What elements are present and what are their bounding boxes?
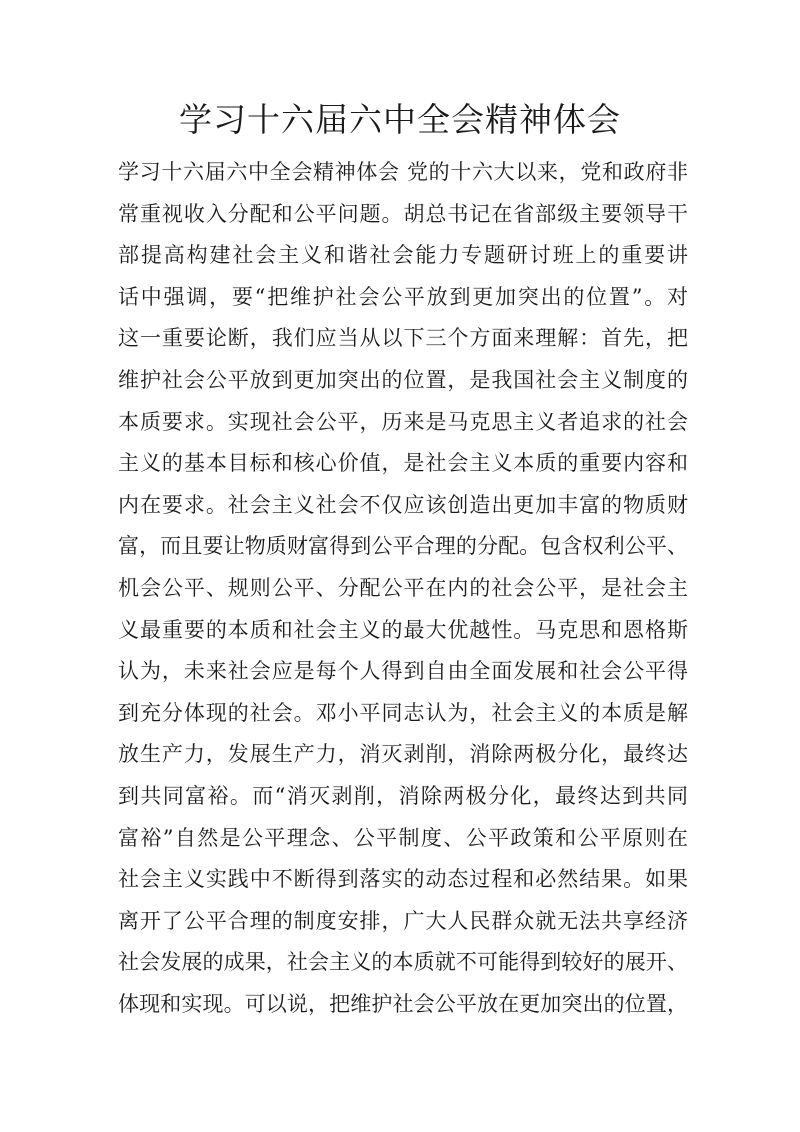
body-line: 义最重要的本质和社会主义的最大优越性。马克思和恩格斯 [118, 617, 688, 642]
body-line: 本质要求。实现社会公平，历来是马克思主义者追求的社会 [118, 409, 688, 434]
body-line: 认为，未来社会应是每个人得到自由全面发展和社会公平得 [118, 659, 688, 684]
body-line: 到共同富裕。而“消灭剥削，消除两极分化，最终达到共同 [118, 783, 688, 808]
body-line: 常重视收入分配和公平问题。胡总书记在省部级主要领导干 [118, 201, 688, 226]
body-line: 机会公平、规则公平、分配公平在内的社会公平，是社会主 [118, 575, 688, 600]
body-line: 社会发展的成果，社会主义的本质就不可能得到较好的展开、 [118, 950, 688, 975]
body-line: 内在要求。社会主义社会不仅应该创造出更加丰富的物质财 [118, 492, 688, 517]
body-line: 富，而且要让物质财富得到公平合理的分配。包含权利公平、 [118, 534, 688, 559]
document-body [118, 152, 688, 1025]
body-line: 富裕”自然是公平理念、公平制度、公平政策和公平原则在 [118, 825, 688, 850]
body-line: 体现和实现。可以说，把维护社会公平放在更加突出的位置， [118, 991, 688, 1016]
body-line: 主义的基本目标和核心价值，是社会主义本质的重要内容和 [118, 451, 688, 476]
body-line: 社会主义实践中不断得到落实的动态过程和必然结果。如果 [118, 867, 688, 892]
body-line: 学习十六届六中全会精神体会 党的十六大以来，党和政府非 [118, 160, 688, 184]
body-line: 离开了公平合理的制度安排，广大人民群众就无法共享经济 [118, 908, 688, 933]
body-line: 部提高构建社会主义和谐社会能力专题研讨班上的重要讲 [118, 243, 688, 268]
body-line: 放生产力，发展生产力，消灭剥削，消除两极分化，最终达 [118, 742, 688, 767]
body-line: 维护社会公平放到更加突出的位置，是我国社会主义制度的 [118, 367, 688, 392]
body-line: 到充分体现的社会。邓小平同志认为，社会主义的本质是解 [118, 700, 688, 725]
document-title: 学习十六届六中全会精神体会 [179, 100, 621, 139]
body-line: 这一重要论断，我们应当从以下三个方面来理解：首先，把 [118, 326, 688, 351]
body-line: 话中强调，要“把维护社会公平放到更加突出的位置”。对 [118, 284, 688, 309]
